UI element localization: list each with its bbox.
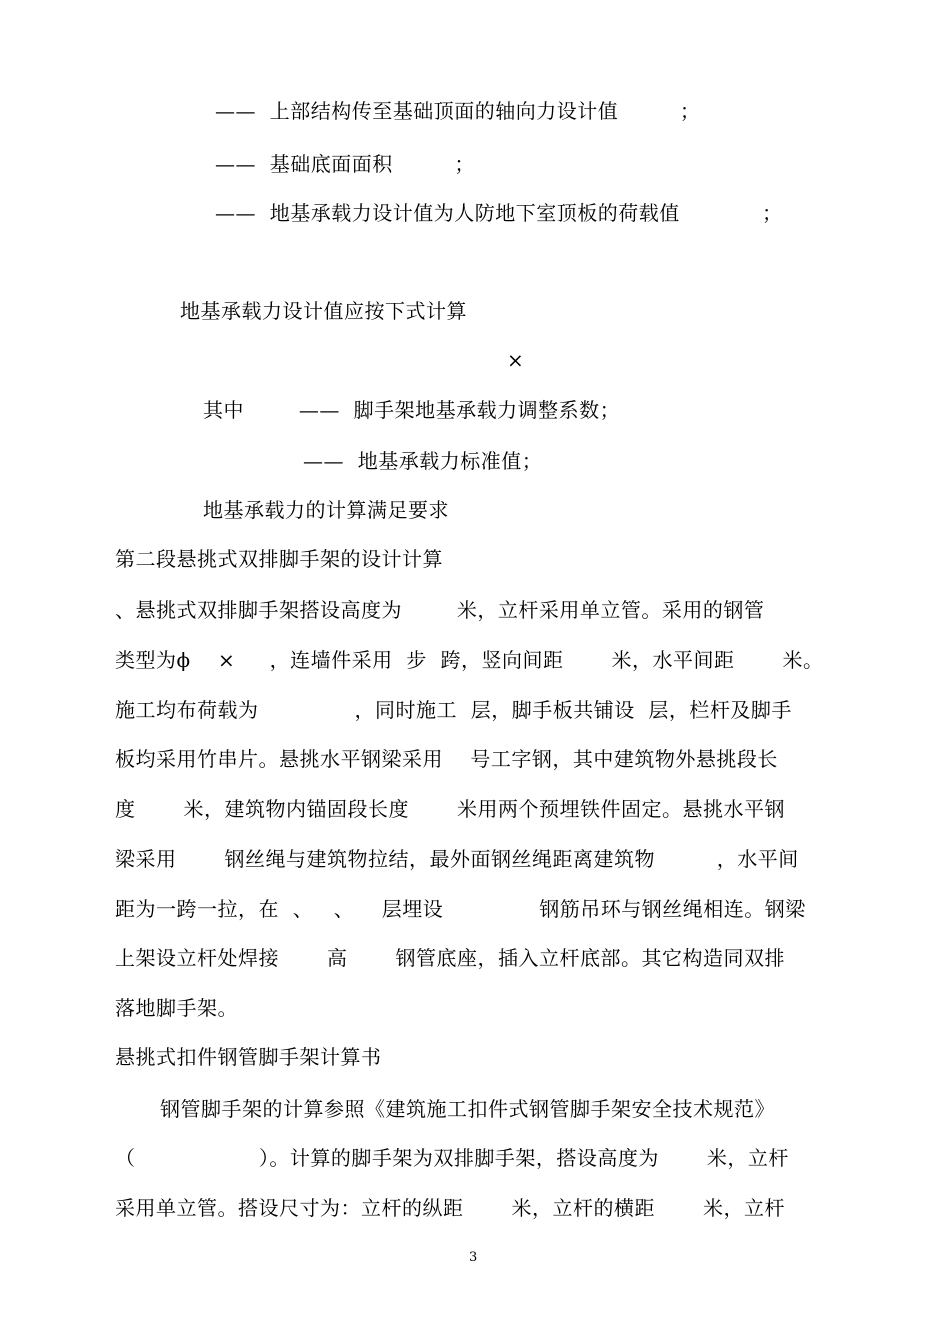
page-number: 3	[469, 1250, 478, 1265]
text-line: 梁采用 钢丝绳与建筑物拉结，最外面钢丝绳距离建筑物 ，水平间	[115, 847, 799, 871]
section-heading: 悬挑式扣件钢管脚手架计算书	[115, 1045, 382, 1069]
text-line: 其中 —— 脚手架地基承载力调整系数；	[203, 398, 621, 422]
text-line: 类型为ϕ × ，连墙件采用 步 跨，竖向间距 米，水平间距 米。	[115, 648, 824, 672]
section-heading: 第二段悬挑式双排脚手架的设计计算	[115, 547, 443, 571]
text-line: —— 基础底面面积 ；	[215, 152, 475, 176]
text-line: —— 地基承载力设计值为人防地下室顶板的荷载值 ；	[215, 201, 783, 225]
multiply-sign: ×	[507, 348, 525, 372]
text-line: 地基承载力设计值应按下式计算	[180, 299, 467, 323]
text-line: 、悬挑式双排脚手架搭设高度为 米，立杆采用单立管。采用的钢管	[115, 598, 765, 622]
text-line: 采用单立管。搭设尺寸为：立杆的纵距 米，立杆的横距 米，立杆	[115, 1196, 786, 1220]
text-line: 钢管脚手架的计算参照《建筑施工扣件式钢管脚手架安全技术规范》	[160, 1097, 775, 1121]
text-line: 距为一跨一拉，在 、 、 层埋设 钢筋吊环与钢丝绳相连。钢梁	[115, 897, 806, 921]
text-line: —— 地基承载力标准值；	[303, 449, 543, 473]
text-line: 板均采用竹串片。悬挑水平钢梁采用 号工字钢，其中建筑物外悬挑段长	[115, 747, 778, 771]
text-line: （ ）。计算的脚手架为双排脚手架，搭设高度为 米，立杆	[115, 1146, 789, 1170]
text-line: 度 米，建筑物内锚固段长度 米用两个预埋铁件固定。悬挑水平钢	[115, 797, 786, 821]
text-line: 地基承载力的计算满足要求	[203, 498, 449, 522]
text-line: 施工均布荷载为 ，同时施工 层，脚手板共铺设 层，栏杆及脚手	[115, 698, 792, 722]
text-line: —— 上部结构传至基础顶面的轴向力设计值 ；	[215, 99, 701, 123]
text-line: 落地脚手架。	[115, 996, 238, 1020]
text-line: 上架设立杆处焊接 高 钢管底座，插入立杆底部。其它构造同双排	[115, 946, 786, 970]
